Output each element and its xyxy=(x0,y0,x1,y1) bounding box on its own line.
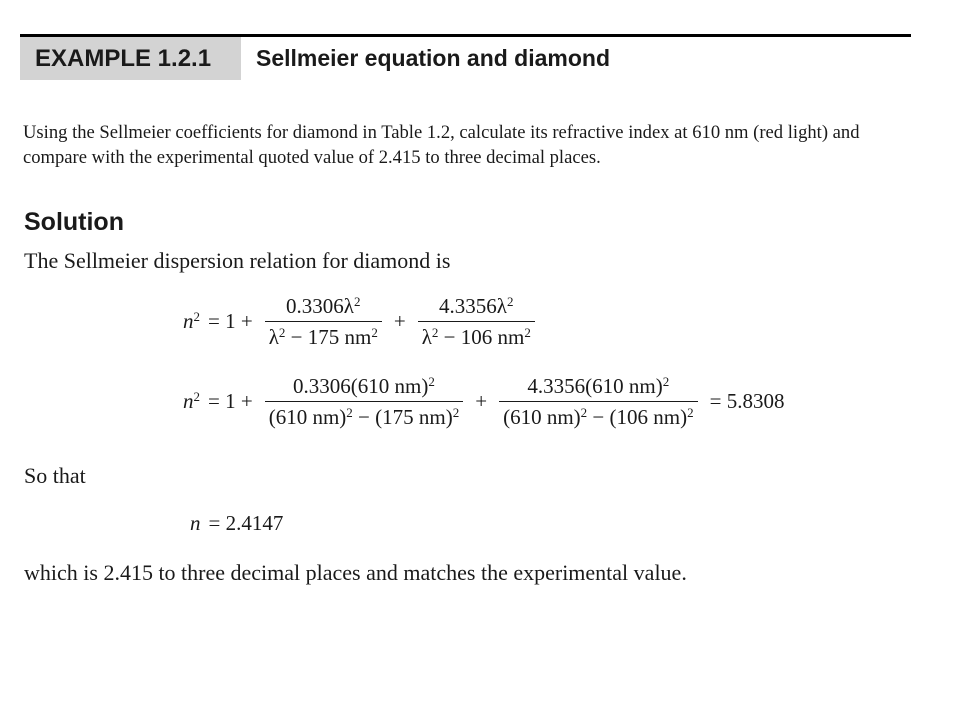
refractive-index-result xyxy=(190,511,291,536)
solution-heading: Solution xyxy=(24,208,124,236)
eq1-plus: + xyxy=(393,309,406,333)
eq3-value: = 2.4147 xyxy=(208,511,284,535)
eq1-fraction-1: $\frac{0.3306\lambda^2}{\lambda^2 - 175 nm^2}$ xyxy=(265,295,382,348)
conclusion-text: which is 2.415 to three decimal places and matches the experimental value. xyxy=(24,560,687,585)
eq2-equals-one: = 1 + xyxy=(208,389,253,413)
sellmeier-substituted-equation xyxy=(183,375,792,428)
eq2-plus: + xyxy=(475,389,488,413)
eq2-fraction-2: $\frac{4.3356(610 nm)^2}{(610 nm)^2 - (106 nm)^2}$ xyxy=(499,375,698,428)
solution-intro: The Sellmeier dispersion relation for diamond is xyxy=(24,248,451,273)
eq1-lhs: $n^2$ xyxy=(183,308,201,333)
eq1-fraction-2: $\frac{4.3356\lambda^2}{\lambda^2 - 106 nm^2}$ xyxy=(418,295,535,348)
eq1-equals-one: = 1 + xyxy=(208,309,253,333)
example-title: Sellmeier equation and diamond xyxy=(256,45,611,71)
question-text: Using the Sellmeier coefficients for diamond in Table 1.2, calculate its refractive index at 610 nm (red light) and compare with the experimental quoted value of 2.415 to three decimal places. xyxy=(23,122,860,168)
eq3-var: n xyxy=(190,511,201,535)
eq2-lhs: $n^2$ xyxy=(183,388,201,413)
eq2-result: = 5.8308 xyxy=(709,389,785,413)
example-label: EXAMPLE 1.2.1 xyxy=(20,37,241,80)
sellmeier-equation xyxy=(183,295,539,348)
so-that-text: So that xyxy=(24,463,86,488)
eq2-fraction-1: $\frac{0.3306(610 nm)^2}{(610 nm)^2 - (175 nm)^2}$ xyxy=(265,375,464,428)
